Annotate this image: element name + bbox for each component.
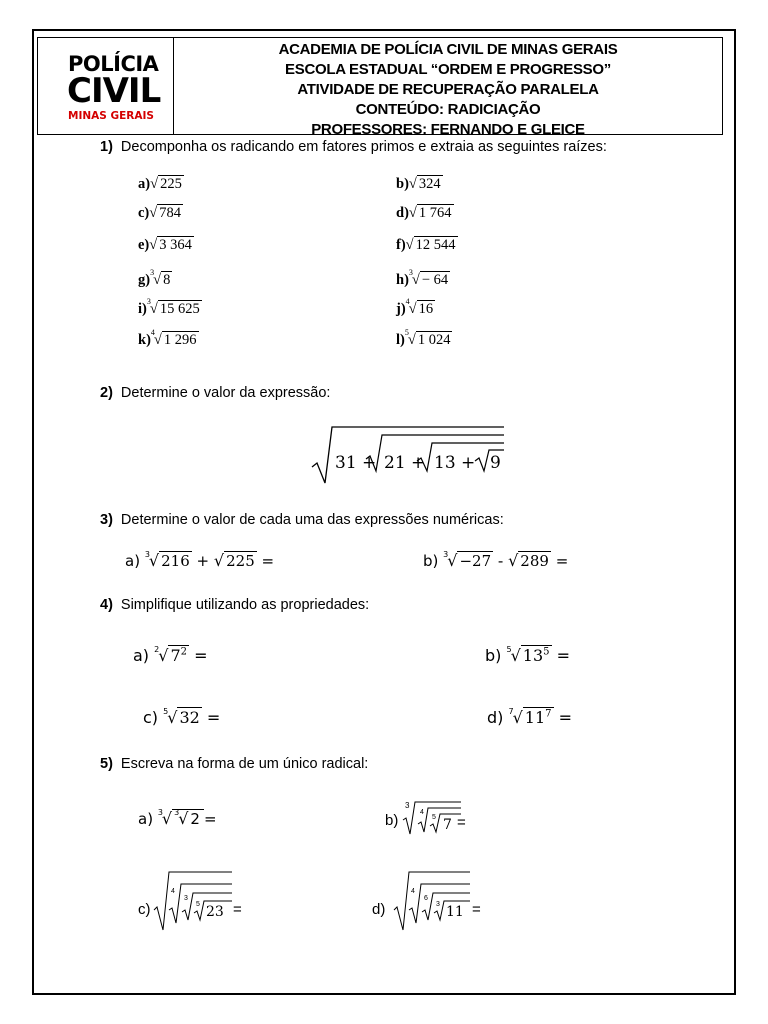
radicand: 11 [446,904,464,920]
radicand: 784 [159,205,181,221]
radicand: −27 [459,552,492,570]
item-label: b) [385,812,399,829]
radical-sign: √ [149,237,158,253]
expression-5c [138,868,258,932]
expr-term: 9 [490,453,501,473]
root-index: 3 [157,808,163,817]
radicand: 12 544 [415,237,456,253]
root-index: 3 [408,268,413,277]
logo-line-1: POLÍCIA [68,52,159,76]
title-line: ATIVIDADE DE RECUPERAÇÃO PARALELA [297,81,599,98]
root-index: 3 [144,550,150,559]
root-item [138,237,194,254]
base: 11 [524,708,546,727]
radical-sign: √ [150,176,159,192]
equals: = [472,901,481,918]
root-item [396,205,454,222]
root-item [396,297,435,318]
radicand: 3 364 [159,237,192,253]
root-item [396,237,458,254]
item-label: b) [396,176,409,192]
expression-5b [385,798,485,838]
radical-sign [418,808,461,832]
expression-5a: a) $^3$√ $^3$√ 2 = [138,808,217,828]
question-5 [100,756,368,772]
question-text: Determine o valor de cada uma das expressões numéricas: [120,512,504,528]
expression-4b: b) $^5$√ $13^5$ = [485,645,571,665]
operator: + [196,552,210,570]
title-line: PROFESSORES: FERNANDO E GLEICE [311,121,585,138]
equals: = [457,814,466,831]
expr-term: 13 + [434,453,476,473]
root-index: 3 [443,550,449,559]
radical-sign: √ [405,237,414,253]
header-table [37,37,723,138]
root-item [396,328,452,349]
question-text: Decomponha os radicando em fatores primos e extraia as seguintes raízes: [120,139,607,155]
root-index: 3 [174,808,180,817]
item-label: j) [396,301,406,317]
expression-5d [372,868,492,932]
root-item [138,328,199,349]
radicand: 15 625 [159,301,200,317]
item-label: d) [487,708,504,727]
logo [38,38,174,134]
radicand: 225 [226,552,255,570]
root-index: 5 [432,814,436,821]
item-label: g) [138,272,151,288]
radicand: 324 [418,176,441,192]
radicand: 16 [418,301,434,317]
expr-term: 31 + [335,453,377,473]
equals: = [558,708,573,727]
nested-radical-expression [308,423,508,487]
item-label: c) [138,901,151,918]
equals: = [194,646,208,665]
radicand: − 64 [421,272,449,288]
item-label: a) [125,552,141,570]
radicand: 8 [163,272,171,288]
radical-sign: √ [408,301,417,317]
root-index: 4 [420,809,424,816]
item-label: c) [138,205,150,221]
item-label: d) [396,205,409,221]
equals: = [556,646,571,665]
root-index: 6 [424,895,428,902]
base: 13 [522,646,544,665]
radicand: 1 024 [417,332,451,348]
radicand: 7 [443,817,452,833]
question-1 [100,139,607,155]
root-item [396,268,450,289]
root-index: 3 [150,268,155,277]
root-index: 5 [506,645,512,654]
question-number: 3) [100,512,113,528]
root-index: 3 [436,901,440,908]
item-label: i) [138,301,147,317]
logo-line-2: CIVIL [67,71,161,111]
expression-4a: a) $^2$√ $7^2$ = [133,645,208,665]
radical-sign: √ [149,205,158,221]
expression-4d: d) $^7$√ $11^7$ = [487,707,573,727]
exponent: 7 [545,708,552,720]
radical-sign: √ [411,272,420,288]
item-label: a) [138,810,154,828]
item-label: h) [396,272,409,288]
radicand: 289 [520,552,549,570]
expression-4c: c) $^5$√ 32 = [143,707,221,727]
root-index: 5 [196,901,200,908]
radicand: 1 296 [163,332,197,348]
question-2 [100,385,330,401]
equals: = [203,810,217,828]
base: 7 [170,646,181,665]
header-title [174,38,722,138]
equals: = [233,901,242,918]
radicand: 1 764 [418,205,452,221]
radical-sign: √ [153,332,162,348]
expr-term: 21 + [384,453,426,473]
root-index: 4 [150,328,155,337]
question-number: 1) [100,139,113,155]
radicand [168,645,189,665]
expression-3a: a) $^3$√ 216 + √ 225 = [125,550,275,570]
logo-line-3: MINAS GERAIS [68,110,154,122]
root-index: 2 [154,645,160,654]
question-text: Determine o valor da expressão: [120,385,331,401]
equals: = [206,708,221,727]
radicand [523,707,554,727]
radical-sign: √ [149,301,158,317]
radical-sign: √ [408,205,417,221]
radical-sign: √ [407,332,416,348]
root-index: 4 [171,888,175,895]
root-index: 3 [405,801,410,810]
item-label: d) [372,901,386,918]
item-label: b) [423,552,439,570]
radicand: 23 [206,904,224,920]
radicand: $^3$√ 2 [172,809,204,828]
item-label: e) [138,237,150,253]
root-index: 7 [508,707,514,716]
title-line: ESCOLA ESTADUAL “ORDEM E PROGRESSO” [285,61,611,78]
radical-sign: √ [153,272,162,288]
item-label: a) [138,176,151,192]
radicand: 32 [179,708,200,727]
item-label: b) [485,646,502,665]
question-4 [100,597,369,613]
question-number: 4) [100,597,113,613]
root-index: 3 [146,297,151,306]
operator: - [497,552,504,570]
root-index: 4 [411,888,415,895]
question-number: 5) [100,756,113,772]
root-index: 3 [184,895,188,902]
item-label: f) [396,237,406,253]
equals: = [261,552,275,570]
radicand: 225 [160,176,182,192]
exponent: 5 [543,646,550,658]
root-index: 4 [405,297,410,306]
radicand: 216 [161,552,190,570]
radical-sign: √ [408,176,417,192]
root-item [138,268,172,289]
expression-3b: b) $^3$√ −27 - √ 289 = [423,550,569,570]
question-3 [100,512,504,528]
question-text: Simplifique utilizando as propriedades: [120,597,370,613]
root-item [138,176,184,193]
question-text: Escreva na forma de um único radical: [120,756,369,772]
root-index: 5 [163,707,169,716]
question-number: 2) [100,385,113,401]
radicand [521,645,552,665]
item-label: c) [143,708,159,727]
item-label: l) [396,332,405,348]
root-item [138,205,183,222]
root-item [396,176,443,193]
equals: = [555,552,569,570]
title-line: CONTEÚDO: RADICIAÇÃO [355,101,541,118]
exponent: 2 [180,646,187,658]
item-label: k) [138,332,151,348]
title-line: ACADEMIA DE POLÍCIA CIVIL DE MINAS GERAIS [278,41,618,58]
root-index: 5 [404,328,409,337]
item-label: a) [133,646,150,665]
radicand: 2 [190,810,200,828]
root-item [138,297,202,318]
